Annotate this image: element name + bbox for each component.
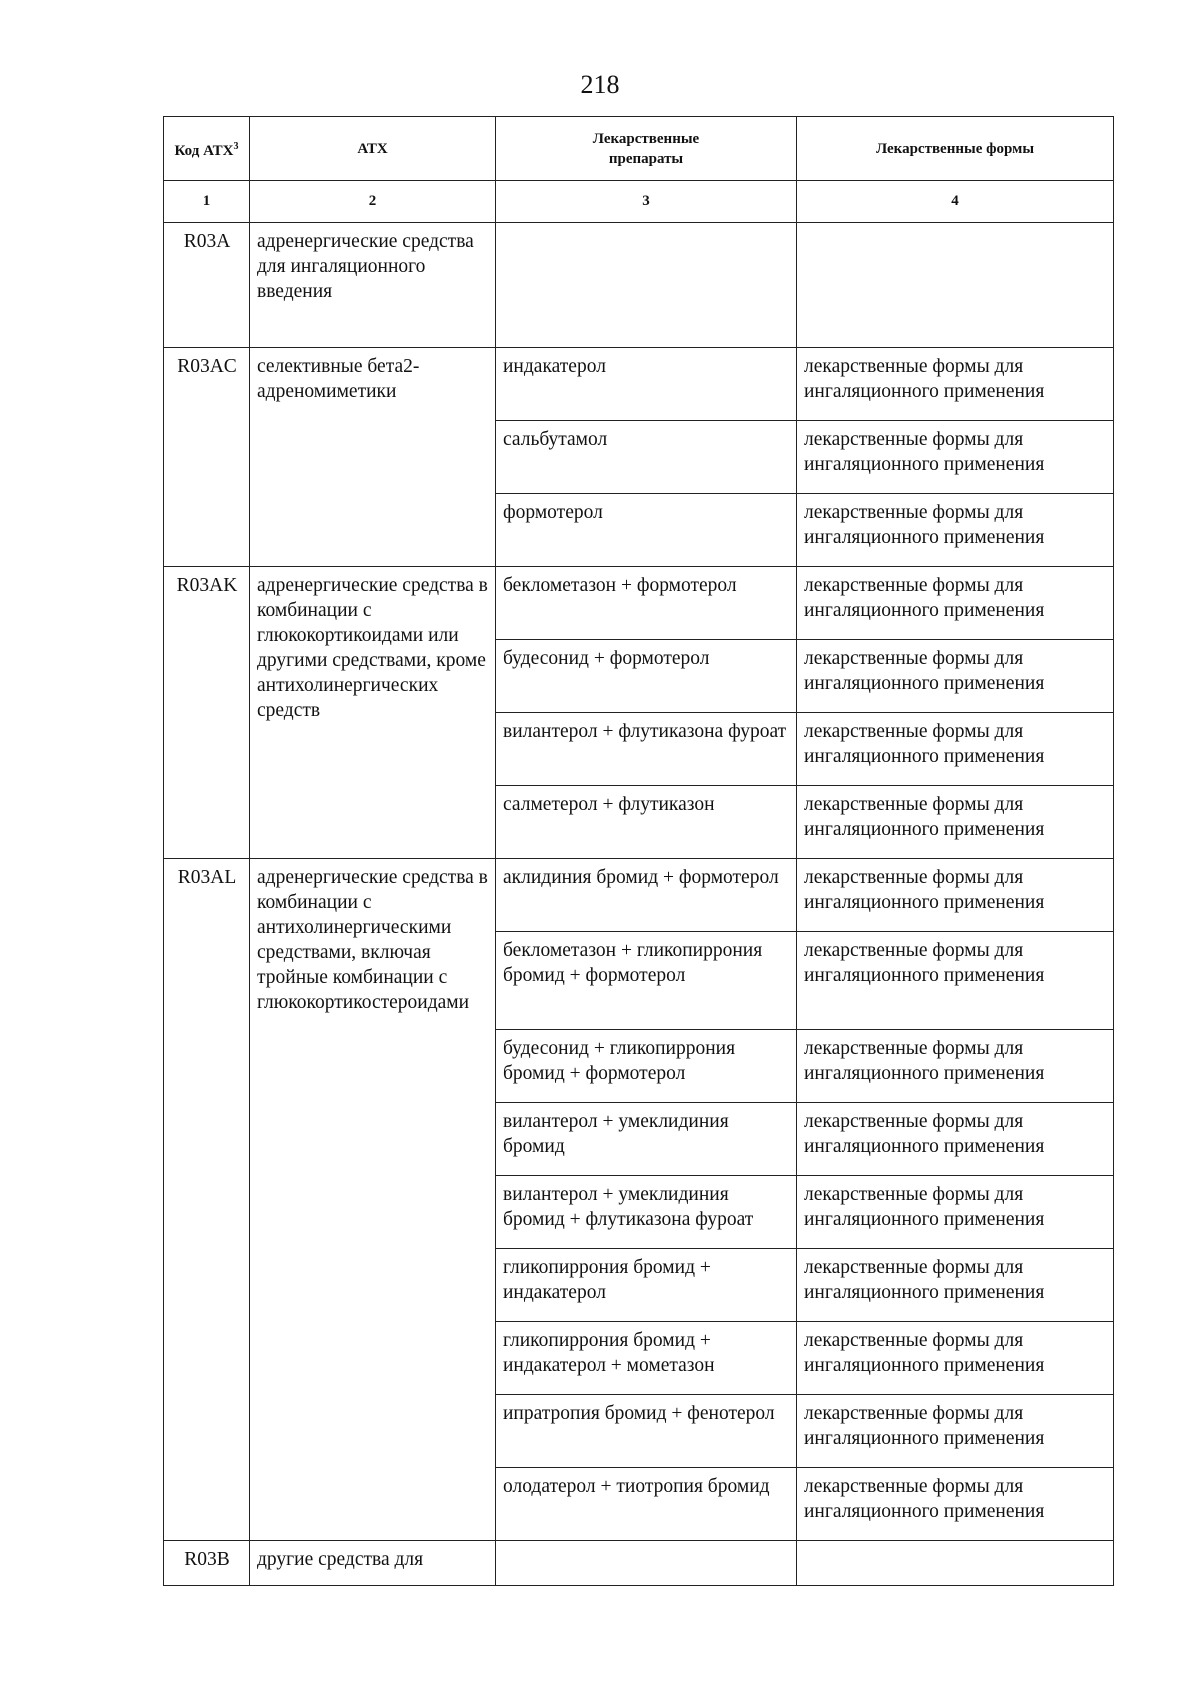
atx-name-cell: другие средства для [250, 1541, 496, 1586]
dosage-form-cell: лекарственные формы для ингаляционного применения [797, 932, 1114, 1030]
dosage-form-cell: лекарственные формы для ингаляционного применения [797, 640, 1114, 713]
dosage-form-cell: лекарственные формы для ингаляционного применения [797, 348, 1114, 421]
table-row [164, 348, 1114, 421]
drug-name-cell: беклометазон + гликопиррония бромид + формотерол [496, 932, 797, 1030]
atx-table [163, 116, 1114, 1586]
drug-name-cell: гликопиррония бромид + индакатерол [496, 1249, 797, 1322]
drug-name-cell: вилантерол + флутиказона фуроат [496, 713, 797, 786]
dosage-form-cell: лекарственные формы для ингаляционного применения [797, 1249, 1114, 1322]
dosage-form-cell: лекарственные формы для ингаляционного применения [797, 1103, 1114, 1176]
drug-name-cell: салметерол + флутиказон [496, 786, 797, 859]
header-atx: АТХ [250, 117, 496, 181]
table-row [164, 859, 1114, 932]
dosage-form-cell: лекарственные формы для ингаляционного применения [797, 567, 1114, 640]
dosage-form-cell: лекарственные формы для ингаляционного применения [797, 1030, 1114, 1103]
column-number: 1 [164, 181, 250, 223]
drug-name-cell: ипратропия бромид + фенотерол [496, 1395, 797, 1468]
atx-name-cell: адренергические средства для ингаляционного введения [250, 223, 496, 348]
atx-code-cell: R03AL [164, 859, 250, 1541]
column-number: 2 [250, 181, 496, 223]
dosage-form-cell: лекарственные формы для ингаляционного применения [797, 1468, 1114, 1541]
dosage-form-cell: лекарственные формы для ингаляционного применения [797, 494, 1114, 567]
column-numbers-row [164, 181, 1114, 223]
drug-name-cell: вилантерол + умеклидиния бромид [496, 1103, 797, 1176]
drug-name-cell [496, 223, 797, 348]
drug-name-cell [496, 1541, 797, 1586]
table-row [164, 1541, 1114, 1586]
column-number: 3 [496, 181, 797, 223]
atx-name-cell: адренергические средства в комбинации с антихолинергическими средствами, включая тройные комбинации с глюкокортикостероидами [250, 859, 496, 1541]
table-row [164, 223, 1114, 348]
header-code: Код АТХ$^3$ [164, 117, 250, 181]
table-row [164, 567, 1114, 640]
atx-code-cell: R03A [164, 223, 250, 348]
dosage-form-cell [797, 223, 1114, 348]
drug-name-cell: сальбутамол [496, 421, 797, 494]
dosage-form-cell: лекарственные формы для ингаляционного применения [797, 859, 1114, 932]
drug-name-cell: индакатерол [496, 348, 797, 421]
drug-name-cell: будесонид + гликопиррония бромид + формотерол [496, 1030, 797, 1103]
page-number: 218 [580, 70, 620, 99]
header-forms: Лекарственные формы [797, 117, 1114, 181]
dosage-form-cell: лекарственные формы для ингаляционного применения [797, 1176, 1114, 1249]
drug-name-cell: вилантерол + умеклидиния бромид + флутиказона фуроат [496, 1176, 797, 1249]
atx-name-cell: адренергические средства в комбинации с глюкокортикоидами или другими средствами, кроме антихолинергических средств [250, 567, 496, 859]
dosage-form-cell: лекарственные формы для ингаляционного применения [797, 786, 1114, 859]
dosage-form-cell: лекарственные формы для ингаляционного применения [797, 421, 1114, 494]
atx-code-cell: R03B [164, 1541, 250, 1586]
atx-code-cell: R03AK [164, 567, 250, 859]
drug-name-cell: олодатерол + тиотропия бромид [496, 1468, 797, 1541]
atx-code-cell: R03AC [164, 348, 250, 567]
drug-name-cell: формотерол [496, 494, 797, 567]
column-number: 4 [797, 181, 1114, 223]
dosage-form-cell: лекарственные формы для ингаляционного применения [797, 713, 1114, 786]
dosage-form-cell: лекарственные формы для ингаляционного применения [797, 1395, 1114, 1468]
drug-name-cell: гликопиррония бромид + индакатерол + мометазон [496, 1322, 797, 1395]
dosage-form-cell: лекарственные формы для ингаляционного применения [797, 1322, 1114, 1395]
drug-name-cell: будесонид + формотерол [496, 640, 797, 713]
drug-name-cell: аклидиния бромид + формотерол [496, 859, 797, 932]
dosage-form-cell [797, 1541, 1114, 1586]
drug-name-cell: беклометазон + формотерол [496, 567, 797, 640]
atx-name-cell: селективные бета2-адреномиметики [250, 348, 496, 567]
header-drugs: Лекарственные препараты [496, 117, 797, 181]
